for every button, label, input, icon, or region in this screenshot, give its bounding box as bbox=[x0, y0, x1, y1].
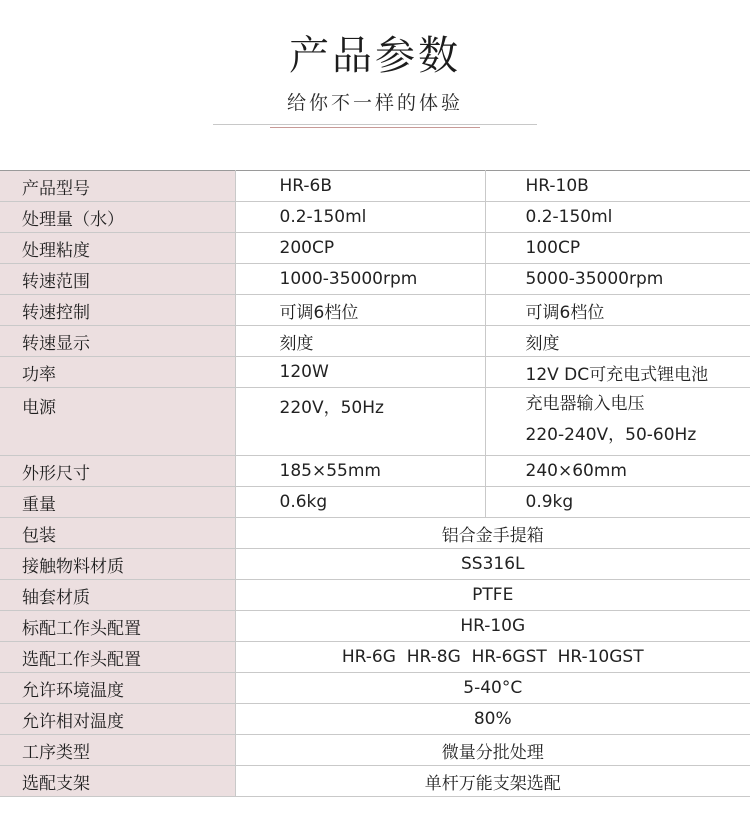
spec-value-shared: 80% bbox=[235, 704, 750, 735]
spec-value-hr6b: 220V，50Hz bbox=[235, 388, 485, 456]
spec-value-hr10b: 240×60mm bbox=[485, 456, 750, 487]
spec-label: 标配工作头配置 bbox=[0, 611, 235, 642]
spec-value-shared: 铝合金手提箱 bbox=[235, 518, 750, 549]
spec-label: 处理粘度 bbox=[0, 233, 235, 264]
spec-label: 选配支架 bbox=[0, 766, 235, 797]
spec-value-hr10b: 0.2-150ml bbox=[485, 202, 750, 233]
spec-label: 转速显示 bbox=[0, 326, 235, 357]
table-row bbox=[0, 456, 750, 487]
spec-value-line: 220-240V，50-60Hz bbox=[525, 425, 697, 445]
spec-label: 工序类型 bbox=[0, 735, 235, 766]
table-row bbox=[0, 766, 750, 797]
spec-value-hr10b bbox=[485, 388, 750, 456]
spec-label: 允许相对温度 bbox=[0, 704, 235, 735]
table-row bbox=[0, 171, 750, 202]
page-header bbox=[0, 0, 750, 170]
spec-table bbox=[0, 170, 750, 797]
spec-value-hr6b: 200CP bbox=[235, 233, 485, 264]
divider-accent-line bbox=[270, 127, 480, 128]
spec-value-shared: 单杆万能支架选配 bbox=[235, 766, 750, 797]
spec-label: 选配工作头配置 bbox=[0, 642, 235, 673]
spec-label: 产品型号 bbox=[0, 171, 235, 202]
spec-label: 功率 bbox=[0, 357, 235, 388]
table-row bbox=[0, 735, 750, 766]
spec-label: 接触物料材质 bbox=[0, 549, 235, 580]
spec-label: 处理量（水） bbox=[0, 202, 235, 233]
spec-label: 重量 bbox=[0, 487, 235, 518]
table-row bbox=[0, 295, 750, 326]
spec-value-hr6b: 刻度 bbox=[235, 326, 485, 357]
divider-line bbox=[213, 124, 537, 125]
table-row bbox=[0, 518, 750, 549]
spec-value-hr10b: 0.9kg bbox=[485, 487, 750, 518]
spec-value-shared: HR-6G HR-8G HR-6GST HR-10GST bbox=[235, 642, 750, 673]
spec-value-hr6b: 可调6档位 bbox=[235, 295, 485, 326]
spec-value-shared: 5-40°C bbox=[235, 673, 750, 704]
spec-value-shared: PTFE bbox=[235, 580, 750, 611]
page-subtitle: 给你不一样的体验 bbox=[286, 92, 463, 114]
spec-value-shared: SS316L bbox=[235, 549, 750, 580]
spec-label: 外形尺寸 bbox=[0, 456, 235, 487]
table-row bbox=[0, 202, 750, 233]
spec-value-hr6b: 0.2-150ml bbox=[235, 202, 485, 233]
spec-label: 电源 bbox=[0, 388, 235, 456]
spec-value-hr10b: 12V DC可充电式锂电池 bbox=[485, 357, 750, 388]
table-row bbox=[0, 264, 750, 295]
spec-value-hr10b: 可调6档位 bbox=[485, 295, 750, 326]
table-row bbox=[0, 580, 750, 611]
spec-label: 允许环境温度 bbox=[0, 673, 235, 704]
spec-value-hr10b: 5000-35000rpm bbox=[485, 264, 750, 295]
spec-value-shared: HR-10G bbox=[235, 611, 750, 642]
table-row bbox=[0, 487, 750, 518]
spec-label: 转速控制 bbox=[0, 295, 235, 326]
table-row bbox=[0, 673, 750, 704]
spec-label: 转速范围 bbox=[0, 264, 235, 295]
table-row bbox=[0, 233, 750, 264]
spec-label: 包装 bbox=[0, 518, 235, 549]
table-row bbox=[0, 326, 750, 357]
spec-value-hr10b: 100CP bbox=[485, 233, 750, 264]
spec-value-hr6b: 120W bbox=[235, 357, 485, 388]
spec-value-hr10b: 刻度 bbox=[485, 326, 750, 357]
table-row bbox=[0, 549, 750, 580]
spec-label: 轴套材质 bbox=[0, 580, 235, 611]
table-row bbox=[0, 704, 750, 735]
table-row bbox=[0, 357, 750, 388]
spec-value-hr6b: 185×55mm bbox=[235, 456, 485, 487]
table-row bbox=[0, 388, 750, 456]
spec-value-hr6b: 1000-35000rpm bbox=[235, 264, 485, 295]
spec-value-hr6b: 0.6kg bbox=[235, 487, 485, 518]
spec-value-hr6b: HR-6B bbox=[235, 171, 485, 202]
table-row bbox=[0, 611, 750, 642]
table-row bbox=[0, 642, 750, 673]
spec-value-hr10b: HR-10B bbox=[485, 171, 750, 202]
spec-value-line: 充电器输入电压 bbox=[525, 394, 645, 414]
spec-value-shared: 微量分批处理 bbox=[235, 735, 750, 766]
page-title: 产品参数 bbox=[289, 33, 461, 79]
